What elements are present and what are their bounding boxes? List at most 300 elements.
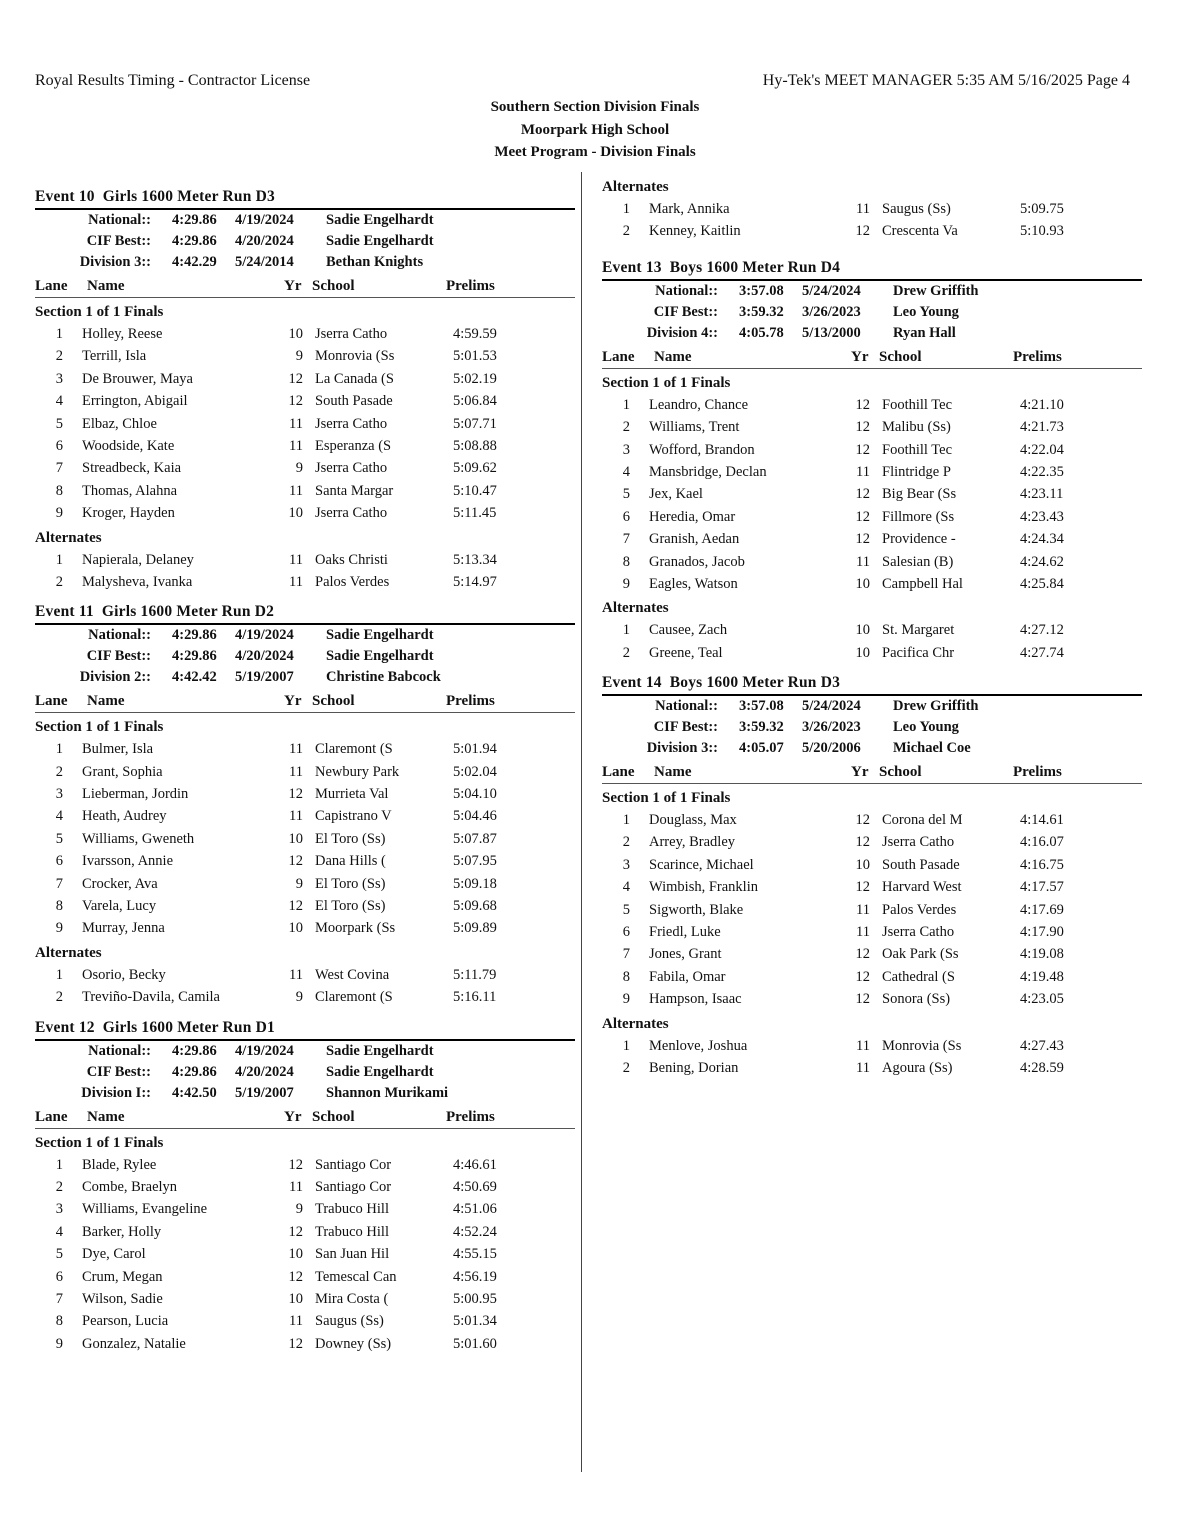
record-date: 5/19/2007 <box>235 1084 294 1101</box>
school-cell: Foothill Tec <box>882 396 953 413</box>
lane-header: Lane <box>35 1108 68 1125</box>
entry-row <box>35 1288 575 1310</box>
prelims-cell: 5:09.18 <box>453 875 497 892</box>
record-time: 3:57.08 <box>739 282 784 299</box>
year-cell: 12 <box>288 853 303 870</box>
event-10 <box>35 186 575 593</box>
lane-cell: 4 <box>55 1223 63 1240</box>
event-title <box>35 1017 575 1041</box>
record-label: CIF Best:: <box>653 719 718 736</box>
prelims-cell: 5:10.47 <box>453 482 497 499</box>
alternate-row <box>602 220 1142 242</box>
record-label: CIF Best:: <box>653 303 718 320</box>
year-cell: 11 <box>856 924 870 941</box>
entry-row <box>35 502 575 524</box>
entry-row <box>602 809 1142 831</box>
name-header: Name <box>87 278 125 294</box>
prelims-cell: 5:01.94 <box>453 741 497 758</box>
school-cell: Crescenta Va <box>882 223 958 240</box>
prelims-cell: 5:01.53 <box>453 348 497 365</box>
entry-row <box>602 551 1142 573</box>
entry-row <box>602 528 1142 550</box>
entry-row <box>35 917 575 939</box>
school-cell: Palos Verdes <box>882 901 957 918</box>
record-date: 5/24/2024 <box>802 282 861 299</box>
record-row <box>35 1083 575 1104</box>
record-row <box>602 281 1142 302</box>
year-cell: 10 <box>855 856 870 873</box>
entry-row <box>35 828 575 850</box>
year-cell: 9 <box>295 875 303 892</box>
year-cell: 12 <box>288 393 303 410</box>
name-cell: Napierala, Delaney <box>82 551 194 568</box>
alternate-row <box>35 986 575 1008</box>
alternate-row <box>602 1057 1142 1079</box>
prelims-header: Prelims <box>446 1108 495 1125</box>
entry-row <box>35 480 575 502</box>
record-row <box>602 323 1142 344</box>
school-cell: Esperanza (S <box>315 437 392 454</box>
record-date: 5/19/2007 <box>235 669 294 686</box>
school-cell: Jserra Catho <box>315 460 388 477</box>
record-row <box>35 1041 575 1062</box>
school-cell: Santiago Cor <box>315 1156 392 1173</box>
event-14 <box>602 672 1142 1079</box>
record-time: 4:42.29 <box>172 254 217 270</box>
event-name: Boys 1600 Meter Run D3 <box>669 674 841 692</box>
right-column <box>602 174 1142 1087</box>
name-cell: Granish, Aedan <box>649 531 740 548</box>
name-cell: Grant, Sophia <box>82 763 163 780</box>
school-cell: Temescal Can <box>315 1268 397 1285</box>
lane-cell: 7 <box>55 460 63 477</box>
prelims-cell: 5:09.89 <box>453 920 497 937</box>
prelims-cell: 4:16.75 <box>1020 856 1064 873</box>
school-cell: Newbury Park <box>315 763 400 780</box>
year-cell: 12 <box>288 1335 303 1352</box>
lane-cell: 8 <box>622 968 630 985</box>
event-title <box>35 601 575 625</box>
name-cell: Menlove, Joshua <box>649 1037 748 1054</box>
entry-row <box>602 573 1142 595</box>
school-cell: Jserra Catho <box>315 505 388 522</box>
school-cell: Malibu (Ss) <box>882 419 951 436</box>
entry-row <box>35 895 575 917</box>
lane-cell: 9 <box>622 575 630 592</box>
name-cell: Bulmer, Isla <box>82 741 154 758</box>
column-header <box>35 276 575 298</box>
school-cell: El Toro (Ss) <box>315 898 386 915</box>
alternate-row <box>35 549 575 571</box>
lane-cell: 7 <box>622 531 630 548</box>
record-label: CIF Best:: <box>86 1063 151 1080</box>
entry-row <box>602 416 1142 438</box>
record-label: Division I:: <box>81 1084 151 1101</box>
entry-row <box>602 876 1142 898</box>
year-cell: 10 <box>288 326 303 342</box>
name-cell: Woodside, Kate <box>82 437 175 454</box>
lane-cell: 4 <box>55 393 63 410</box>
column-header <box>602 347 1142 369</box>
school-cell: Murrieta Val <box>315 786 389 803</box>
event-13 <box>602 257 1142 664</box>
meet-title-block <box>0 96 1190 164</box>
lane-cell: 1 <box>55 741 63 758</box>
lane-cell: 8 <box>622 553 630 570</box>
name-cell: Scarince, Michael <box>649 856 754 873</box>
lane-cell: 2 <box>622 419 630 436</box>
name-cell: Douglass, Max <box>649 812 737 829</box>
prelims-cell: 4:52.24 <box>453 1223 497 1240</box>
entry-row <box>35 783 575 805</box>
record-label: CIF Best:: <box>86 233 151 249</box>
lane-cell: 6 <box>622 508 630 525</box>
prelims-header: Prelims <box>446 693 495 710</box>
name-cell: Varela, Lucy <box>82 898 157 915</box>
prelims-cell: 4:21.10 <box>1020 396 1064 413</box>
event-12-continued <box>602 176 1142 243</box>
year-cell: 11 <box>289 1178 303 1195</box>
lane-cell: 2 <box>622 1059 630 1076</box>
year-cell: 11 <box>289 573 303 590</box>
alternate-row <box>602 1035 1142 1057</box>
entry-row <box>35 850 575 872</box>
record-holder: Bethan Knights <box>326 254 424 270</box>
name-cell: Wimbish, Franklin <box>649 879 758 896</box>
prelims-cell: 5:14.97 <box>453 573 497 590</box>
lane-cell: 4 <box>622 879 630 896</box>
lane-cell: 5 <box>622 486 630 503</box>
event-title <box>602 257 1142 281</box>
lane-cell: 9 <box>55 505 63 522</box>
name-cell: De Brouwer, Maya <box>82 370 193 387</box>
entry-row <box>602 943 1142 965</box>
lane-cell: 1 <box>55 326 63 342</box>
prelims-cell: 4:55.15 <box>453 1246 497 1263</box>
record-date: 5/20/2006 <box>802 740 861 757</box>
entry-row <box>35 435 575 457</box>
lane-cell: 3 <box>622 856 630 873</box>
prelims-cell: 4:51.06 <box>453 1201 497 1218</box>
year-cell: 11 <box>289 763 303 780</box>
school-cell: Big Bear (Ss <box>882 486 957 503</box>
school-cell: Trabuco Hill <box>315 1223 389 1240</box>
name-cell: Mansbridge, Declan <box>649 463 767 480</box>
lane-cell: 3 <box>55 786 63 803</box>
name-cell: Barker, Holly <box>82 1223 162 1240</box>
prelims-cell: 4:24.34 <box>1020 531 1064 548</box>
record-row <box>35 252 575 273</box>
year-cell: 12 <box>288 1156 303 1173</box>
school-header: School <box>312 693 355 710</box>
entry-row <box>602 854 1142 876</box>
event-number: Event 11 <box>35 603 94 621</box>
lane-cell: 8 <box>55 1313 63 1330</box>
name-cell: Heredia, Omar <box>649 508 736 525</box>
name-cell: Wofford, Brandon <box>649 441 755 458</box>
lane-cell: 2 <box>55 989 63 1006</box>
prelims-cell: 4:27.74 <box>1020 644 1064 661</box>
prelims-cell: 4:19.08 <box>1020 946 1064 963</box>
name-cell: Jex, Kael <box>649 486 703 503</box>
entry-row <box>35 413 575 435</box>
year-cell: 10 <box>288 1246 303 1263</box>
entry-row <box>35 761 575 783</box>
entry-row <box>35 1154 575 1176</box>
lane-header: Lane <box>602 764 635 781</box>
name-header: Name <box>87 693 125 710</box>
alternate-row <box>35 964 575 986</box>
record-row <box>35 1062 575 1083</box>
alternate-row <box>602 198 1142 220</box>
entry-row <box>35 1333 575 1355</box>
name-cell: Elbaz, Chloe <box>82 415 157 432</box>
name-cell: Osorio, Becky <box>82 966 166 983</box>
entry-row <box>602 988 1142 1010</box>
year-cell: 9 <box>295 989 303 1006</box>
name-cell: Ivarsson, Annie <box>82 853 174 870</box>
name-cell: Greene, Teal <box>649 644 723 661</box>
event-number: Event 13 <box>602 258 662 276</box>
header-right: Hy-Tek's MEET MANAGER 5:35 AM 5/16/2025 Page 4 <box>762 72 1130 89</box>
name-cell: Lieberman, Jordin <box>82 786 189 803</box>
year-cell: 11 <box>856 201 870 217</box>
year-cell: 11 <box>289 437 303 454</box>
name-cell: Bening, Dorian <box>649 1059 739 1076</box>
lane-cell: 7 <box>55 875 63 892</box>
name-cell: Arrey, Bradley <box>649 834 736 851</box>
alternates-heading: Alternates <box>602 600 669 617</box>
section-heading: Section 1 of 1 Finals <box>35 719 164 736</box>
name-cell: Wilson, Sadie <box>82 1290 163 1307</box>
name-cell: Blade, Rylee <box>82 1156 157 1173</box>
prelims-cell: 5:13.34 <box>453 551 497 568</box>
prelims-cell: 5:16.11 <box>453 989 497 1006</box>
record-holder: Drew Griffith <box>893 698 979 715</box>
prelims-cell: 4:59.59 <box>453 326 497 342</box>
school-cell: Downey (Ss) <box>315 1335 392 1352</box>
name-header: Name <box>654 764 692 781</box>
entry-row <box>35 1266 575 1288</box>
year-cell: 10 <box>288 505 303 522</box>
record-time: 3:57.08 <box>739 698 784 715</box>
year-cell: 11 <box>856 1037 870 1054</box>
entry-row <box>35 738 575 760</box>
school-cell: Jserra Catho <box>882 834 955 851</box>
record-holder: Sadie Engelhardt <box>326 212 434 228</box>
year-cell: 12 <box>855 396 870 413</box>
name-cell: Jones, Grant <box>649 946 722 963</box>
year-cell: 12 <box>855 486 870 503</box>
year-cell: 12 <box>855 812 870 829</box>
entry-row <box>602 966 1142 988</box>
year-cell: 10 <box>855 644 870 661</box>
record-date: 4/20/2024 <box>235 1063 294 1080</box>
event-12 <box>35 1017 575 1356</box>
entry-row <box>602 899 1142 921</box>
record-row <box>602 738 1142 759</box>
lane-cell: 1 <box>55 1156 63 1173</box>
meet-title: Southern Section Division Finals <box>490 99 700 115</box>
record-date: 3/26/2023 <box>802 303 861 320</box>
record-label: Division 4:: <box>646 324 718 341</box>
year-cell: 11 <box>289 415 303 432</box>
entry-row <box>602 506 1142 528</box>
prelims-cell: 4:56.19 <box>453 1268 497 1285</box>
section-heading: Section 1 of 1 Finals <box>35 304 164 320</box>
school-cell: St. Margaret <box>882 622 955 639</box>
year-cell: 12 <box>855 531 870 548</box>
year-cell: 9 <box>295 1201 303 1218</box>
record-label: National:: <box>88 627 151 644</box>
name-cell: Eagles, Watson <box>649 575 738 592</box>
name-cell: Granados, Jacob <box>649 553 745 570</box>
name-cell: Terrill, Isla <box>82 348 147 365</box>
prelims-cell: 5:02.04 <box>453 763 497 780</box>
record-holder: Christine Babcock <box>326 669 441 686</box>
record-holder: Leo Young <box>893 719 959 736</box>
prelims-cell: 4:24.62 <box>1020 553 1064 570</box>
prelims-cell: 5:07.87 <box>453 830 497 847</box>
name-cell: Dye, Carol <box>82 1246 146 1263</box>
record-date: 4/19/2024 <box>235 212 294 228</box>
year-cell: 11 <box>856 463 870 480</box>
lane-cell: 4 <box>622 463 630 480</box>
school-cell: El Toro (Ss) <box>315 875 386 892</box>
lane-cell: 2 <box>55 763 63 780</box>
name-cell: Leandro, Chance <box>649 396 749 413</box>
record-date: 5/24/2024 <box>802 698 861 715</box>
prelims-cell: 4:17.90 <box>1020 924 1064 941</box>
school-cell: Jserra Catho <box>315 326 388 342</box>
year-cell: 12 <box>288 898 303 915</box>
year-cell: 12 <box>288 786 303 803</box>
record-date: 4/19/2024 <box>235 627 294 644</box>
prelims-cell: 4:27.43 <box>1020 1037 1064 1054</box>
record-holder: Sadie Engelhardt <box>326 627 434 644</box>
school-cell: Agoura (Ss) <box>882 1059 953 1076</box>
lane-cell: 1 <box>622 812 630 829</box>
lane-cell: 6 <box>622 924 630 941</box>
name-cell: Hampson, Isaac <box>649 991 742 1008</box>
alternate-row <box>602 642 1142 664</box>
prelims-cell: 4:19.48 <box>1020 968 1064 985</box>
prelims-cell: 5:07.71 <box>453 415 497 432</box>
school-cell: Campbell Hal <box>882 575 963 592</box>
alternates-heading: Alternates <box>602 1015 669 1032</box>
year-cell: 9 <box>295 460 303 477</box>
record-holder: Sadie Engelhardt <box>326 1042 434 1059</box>
prelims-cell: 5:02.19 <box>453 370 497 387</box>
name-cell: Thomas, Alahna <box>82 482 178 499</box>
school-cell: Flintridge P <box>882 463 951 480</box>
school-cell: Providence - <box>882 531 956 548</box>
school-cell: Fillmore (Ss <box>882 508 955 525</box>
name-cell: Crum, Megan <box>82 1268 163 1285</box>
year-cell: 12 <box>855 968 870 985</box>
name-cell: Sigworth, Blake <box>649 901 744 918</box>
school-cell: Moorpark (Ss <box>315 920 396 937</box>
record-date: 5/13/2000 <box>802 324 861 341</box>
year-cell: 12 <box>855 834 870 851</box>
school-cell: Oak Park (Ss <box>882 946 959 963</box>
school-header: School <box>312 278 355 294</box>
prelims-cell: 5:09.75 <box>1020 201 1064 217</box>
name-cell: Crocker, Ava <box>82 875 158 892</box>
lane-cell: 5 <box>55 1246 63 1263</box>
prelims-header: Prelims <box>1013 764 1062 781</box>
prelims-cell: 4:22.35 <box>1020 463 1064 480</box>
entry-row <box>602 831 1142 853</box>
record-label: CIF Best:: <box>86 648 151 665</box>
school-cell: Monrovia (Ss <box>882 1037 962 1054</box>
record-date: 4/20/2024 <box>235 648 294 665</box>
school-cell: Monrovia (Ss <box>315 348 395 365</box>
school-header: School <box>312 1108 355 1125</box>
school-cell: Saugus (Ss) <box>882 201 951 217</box>
year-cell: 10 <box>288 920 303 937</box>
school-cell: Pacifica Chr <box>882 644 955 661</box>
header-left: Royal Results Timing - Contractor License <box>35 72 311 89</box>
event-number: Event 14 <box>602 674 662 692</box>
name-cell: Mark, Annika <box>649 201 730 217</box>
lane-cell: 1 <box>55 966 63 983</box>
year-header: Yr <box>284 693 302 710</box>
record-row <box>602 696 1142 717</box>
event-title <box>35 186 575 210</box>
record-row <box>35 210 575 231</box>
lane-cell: 2 <box>622 834 630 851</box>
school-cell: Harvard West <box>882 879 962 896</box>
entry-row <box>35 1221 575 1243</box>
record-time: 4:05.07 <box>739 740 784 757</box>
alternate-row <box>35 571 575 593</box>
year-cell: 12 <box>855 508 870 525</box>
prelims-cell: 4:14.61 <box>1020 812 1064 829</box>
name-cell: Kenney, Kaitlin <box>649 223 741 240</box>
alternates-heading: Alternates <box>35 529 102 546</box>
lane-cell: 8 <box>55 482 63 499</box>
record-row <box>35 667 575 688</box>
record-time: 4:29.86 <box>172 233 217 249</box>
lane-cell: 1 <box>55 551 63 568</box>
prelims-cell: 5:00.95 <box>453 1290 497 1307</box>
year-cell: 12 <box>288 370 303 387</box>
record-time: 4:29.86 <box>172 627 217 644</box>
record-row <box>35 646 575 667</box>
school-cell: Mira Costa ( <box>315 1290 389 1307</box>
section-heading: Section 1 of 1 Finals <box>602 790 731 807</box>
record-holder: Ryan Hall <box>893 324 956 341</box>
entry-row <box>35 805 575 827</box>
school-cell: Foothill Tec <box>882 441 953 458</box>
record-date: 4/19/2024 <box>235 1042 294 1059</box>
entry-row <box>602 921 1142 943</box>
name-cell: Gonzalez, Natalie <box>82 1335 186 1352</box>
name-cell: Malysheva, Ivanka <box>82 573 193 590</box>
record-time: 4:29.86 <box>172 648 217 665</box>
event-name: Girls 1600 Meter Run D3 <box>102 188 275 205</box>
lane-cell: 1 <box>622 622 630 639</box>
lane-cell: 2 <box>622 223 630 240</box>
meet-venue: Moorpark High School <box>520 121 670 138</box>
entry-row <box>35 368 575 390</box>
year-cell: 11 <box>856 553 870 570</box>
record-label: Division 3:: <box>79 254 151 270</box>
lane-header: Lane <box>35 693 68 710</box>
year-cell: 12 <box>855 419 870 436</box>
school-cell: San Juan Hil <box>315 1246 390 1263</box>
